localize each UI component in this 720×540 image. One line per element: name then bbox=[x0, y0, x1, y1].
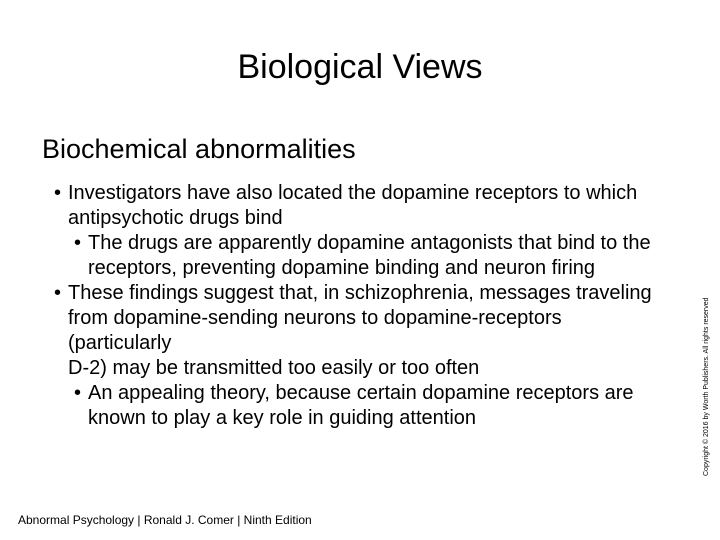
bullet-text: An appealing theory, because certain dopamine receptors are known to play a key role in guiding attention bbox=[88, 382, 634, 429]
bullet-text: Investigators have also located the dopamine receptors to which antipsychotic drugs bind bbox=[68, 182, 638, 229]
section-heading: Biochemical abnormalities bbox=[42, 134, 356, 164]
bullet-item bbox=[48, 281, 668, 381]
bullet-icon: • bbox=[74, 382, 82, 404]
slide-title: Biological Views bbox=[237, 48, 483, 86]
copyright-notice: Copyright © 2016 by Worth Publishers. All rights reserved bbox=[703, 297, 710, 476]
bullet-icon: • bbox=[74, 232, 82, 254]
sub-bullet-item bbox=[48, 381, 668, 431]
bullet-text-continued: D-2) may be transmitted too easily or too often bbox=[68, 357, 480, 379]
bullet-item bbox=[48, 181, 668, 231]
bullet-icon: • bbox=[54, 282, 62, 304]
bullet-text: The drugs are apparently dopamine antagonists that bind to the receptors, preventing dopamine binding and neuron firing bbox=[88, 232, 651, 279]
bullet-list bbox=[48, 181, 668, 431]
bullet-icon: • bbox=[54, 182, 62, 204]
sub-bullet-item bbox=[48, 231, 668, 281]
bullet-text: These findings suggest that, in schizophrenia, messages traveling from dopamine-sending neurons to dopamine-receptors (particularly bbox=[68, 282, 652, 354]
footer-text: Abnormal Psychology | Ronald J. Comer | Ninth Edition bbox=[18, 513, 312, 527]
